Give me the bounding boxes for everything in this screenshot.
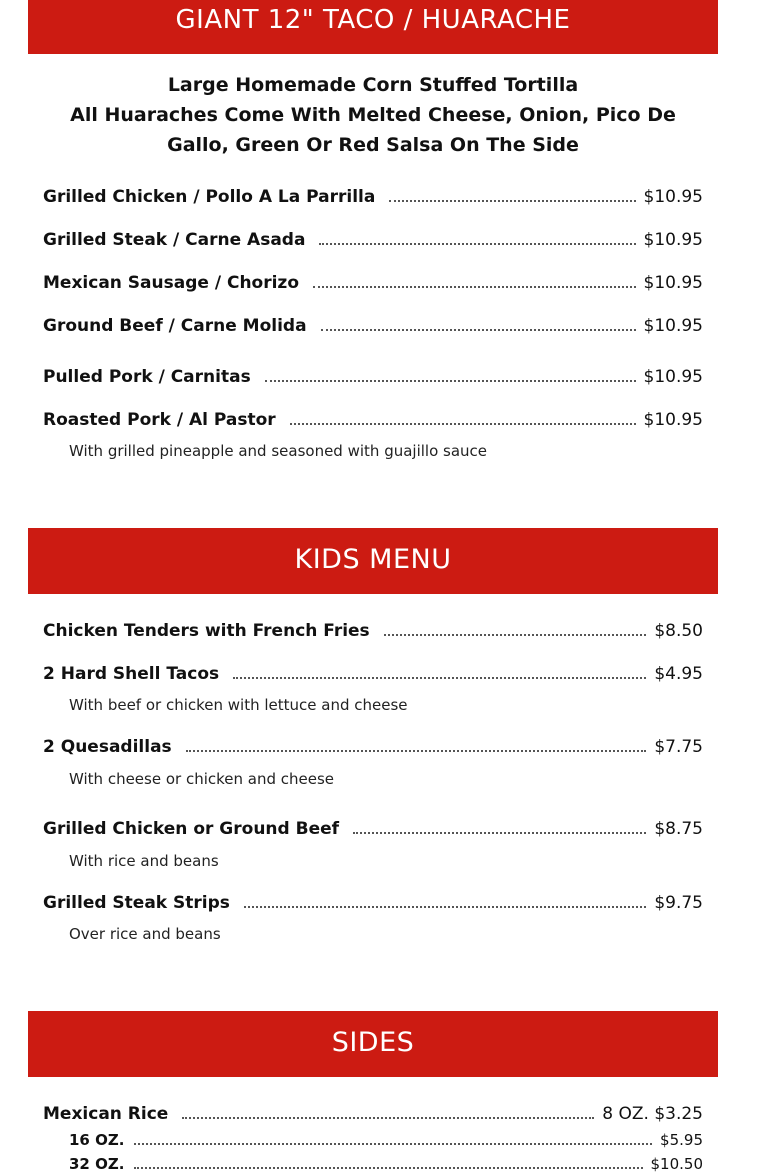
dot-leader bbox=[321, 329, 636, 331]
item-description: With beef or chicken with lettuce and cheese bbox=[69, 696, 408, 714]
section-intro bbox=[28, 70, 718, 160]
item-price: $10.95 bbox=[643, 187, 703, 207]
intro-line: All Huaraches Come With Melted Cheese, Onion, Pico De bbox=[70, 104, 676, 126]
item-description: With rice and beans bbox=[69, 852, 219, 870]
dot-leader bbox=[186, 750, 647, 752]
size-price: $5.95 bbox=[660, 1131, 703, 1149]
dot-leader bbox=[233, 677, 646, 679]
item-price: $7.75 bbox=[654, 737, 703, 757]
dot-leader bbox=[319, 243, 635, 245]
dot-leader bbox=[134, 1167, 642, 1169]
item-price: $8.75 bbox=[654, 819, 703, 839]
menu-item bbox=[43, 270, 703, 296]
item-description: With cheese or chicken and cheese bbox=[69, 770, 335, 788]
item-name: Pulled Pork / Carnitas bbox=[43, 367, 251, 387]
menu-item bbox=[43, 407, 703, 433]
item-description: Over rice and beans bbox=[69, 925, 221, 943]
section-banner-huarache bbox=[28, 0, 718, 54]
item-name: Grilled Steak / Carne Asada bbox=[43, 230, 306, 250]
menu-item bbox=[43, 364, 703, 390]
item-price: $4.95 bbox=[654, 664, 703, 684]
dot-leader bbox=[244, 906, 646, 908]
menu-item bbox=[43, 734, 703, 760]
item-name: Mexican Sausage / Chorizo bbox=[43, 273, 300, 293]
size-price: $10.50 bbox=[650, 1155, 703, 1173]
dot-leader bbox=[353, 832, 646, 834]
item-name: Grilled Chicken / Pollo A La Parrilla bbox=[43, 187, 376, 207]
section-title: SIDES bbox=[331, 1027, 415, 1058]
item-price: $10.95 bbox=[643, 230, 703, 250]
menu-item bbox=[43, 618, 703, 644]
menu-item bbox=[43, 184, 703, 210]
item-price: $9.75 bbox=[654, 893, 703, 913]
item-name: 2 Hard Shell Tacos bbox=[43, 664, 220, 684]
section-banner-kids bbox=[28, 528, 718, 594]
intro-line: Large Homemade Corn Stuffed Tortilla bbox=[167, 74, 579, 96]
item-name: 2 Quesadillas bbox=[43, 737, 172, 757]
item-price: 8 OZ. $3.25 bbox=[602, 1104, 703, 1124]
dot-leader bbox=[265, 380, 636, 382]
size-option bbox=[69, 1130, 703, 1150]
intro-line: Gallo, Green Or Red Salsa On The Side bbox=[167, 134, 579, 156]
item-name: Grilled Steak Strips bbox=[43, 893, 230, 913]
item-description: With grilled pineapple and seasoned with guajillo sauce bbox=[69, 442, 488, 460]
section-title: GIANT 12" TACO / HUARACHE bbox=[175, 5, 571, 35]
item-name: Mexican Rice bbox=[43, 1104, 169, 1124]
menu-item bbox=[43, 890, 703, 916]
item-price: $10.95 bbox=[643, 410, 703, 430]
dot-leader bbox=[182, 1117, 594, 1119]
size-name: 16 OZ. bbox=[69, 1131, 125, 1149]
size-option bbox=[69, 1154, 703, 1174]
item-price: $8.50 bbox=[654, 621, 703, 641]
dot-leader bbox=[290, 423, 636, 425]
item-name: Roasted Pork / Al Pastor bbox=[43, 410, 276, 430]
item-price: $10.95 bbox=[643, 273, 703, 293]
menu-item bbox=[43, 816, 703, 842]
item-name: Grilled Chicken or Ground Beef bbox=[43, 819, 340, 839]
item-name: Chicken Tenders with French Fries bbox=[43, 621, 370, 641]
section-title: KIDS MENU bbox=[294, 544, 452, 575]
dot-leader bbox=[384, 634, 647, 636]
menu-item bbox=[43, 1101, 703, 1127]
dot-leader bbox=[134, 1143, 652, 1145]
menu-item bbox=[43, 313, 703, 339]
menu-item bbox=[43, 227, 703, 253]
item-name: Ground Beef / Carne Molida bbox=[43, 316, 307, 336]
section-banner-sides bbox=[28, 1011, 718, 1077]
dot-leader bbox=[389, 200, 635, 202]
size-name: 32 OZ. bbox=[69, 1155, 125, 1173]
item-price: $10.95 bbox=[643, 367, 703, 387]
item-price: $10.95 bbox=[643, 316, 703, 336]
dot-leader bbox=[313, 286, 636, 288]
menu-item bbox=[43, 661, 703, 687]
